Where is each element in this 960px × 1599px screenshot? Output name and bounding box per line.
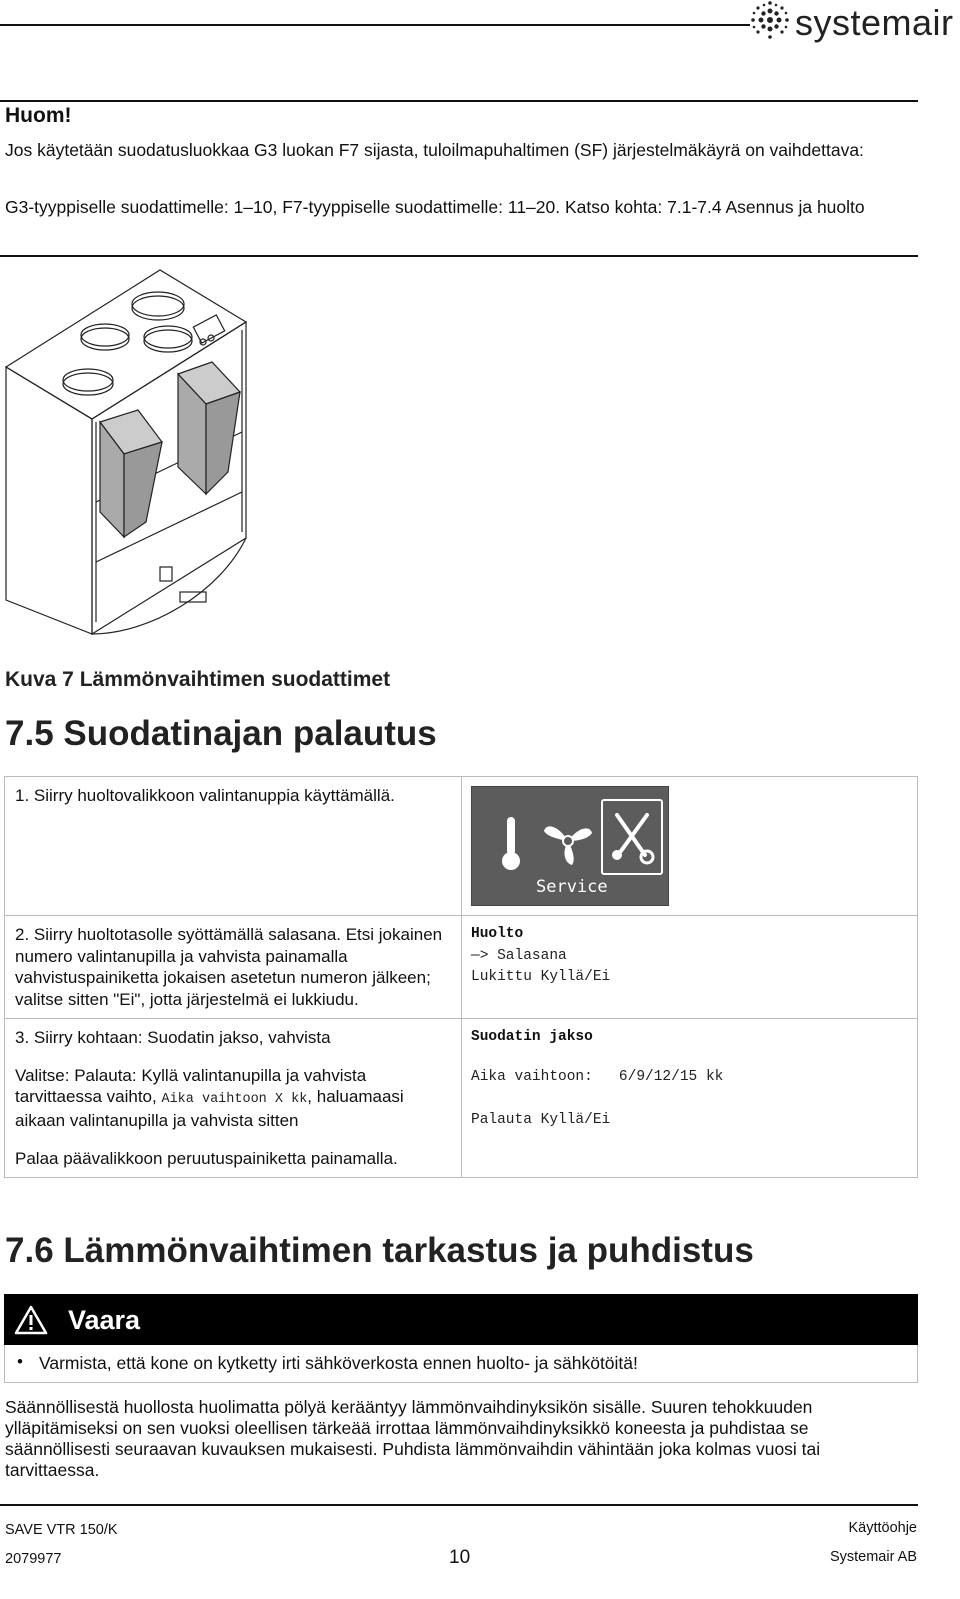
- systemair-logo-icon: [748, 0, 792, 40]
- footer-doc-number: 2079977: [5, 1551, 62, 1567]
- note-title: Huom!: [5, 104, 72, 127]
- step-1-text: 1. Siirry huoltovalikkoon valintanuppia käyttämällä.: [5, 777, 462, 916]
- note-line-1: Jos käytetään suodatusluokkaa G3 luokan F7 sijasta, tuloilmapuhaltimen (SF) järjestelmäkäyrä on vaihdettava:: [5, 140, 864, 160]
- bullet-icon: •: [17, 1352, 23, 1371]
- display-palauta: Palauta Kyllä/Ei: [471, 1111, 611, 1128]
- warning-title: Vaara: [68, 1305, 141, 1335]
- step-5-text: Palaa päävalikkoon peruutuspainiketta painamalla.: [5, 1140, 462, 1178]
- display-huolto: Huolto: [471, 926, 524, 942]
- warning-item: Varmista, että kone on kytketty irti sähköverkosta ennen huolto- ja sähkötöitä!: [39, 1353, 638, 1373]
- footer-model: SAVE VTR 150/K: [5, 1522, 118, 1538]
- step-4-text: [5, 1057, 462, 1140]
- brand-name: systemair: [795, 2, 954, 43]
- display-lukittu: Lukittu Kyllä/Ei: [471, 968, 611, 985]
- service-label: Service: [536, 877, 608, 897]
- service-tile-selected: [601, 799, 663, 875]
- display-suodatin-jakso: Suodatin jakso: [471, 1029, 593, 1045]
- warning-content: [4, 1345, 918, 1383]
- step-4-part-b: , haluamaasi aikaan valintanupilla ja vahvista sitten: [15, 1087, 404, 1130]
- wrench-screwdriver-icon: [603, 801, 661, 873]
- fan-icon: [538, 813, 598, 869]
- footer-company: Systemair AB: [829, 1549, 917, 1565]
- display-aika-vaihtoon: Aika vaihtoon: 6/9/12/15 kk: [471, 1068, 724, 1085]
- display-salasana: —> Salasana: [471, 947, 567, 964]
- warning-triangle-icon: [14, 1305, 48, 1335]
- page-number: 10: [449, 1547, 471, 1568]
- step-4-part-a: Valitse: Palauta: Kyllä valintanupilla ja vahvista tarvittaessa vaihto,: [15, 1065, 367, 1106]
- step-4-code: Aika vaihtoon X kk: [161, 1092, 308, 1107]
- section-7-5-title: 7.5 Suodatinajan palautus: [5, 714, 437, 753]
- step-3-text: 3. Siirry kohtaan: Suodatin jakso, vahvista: [5, 1019, 462, 1057]
- step-2-text: 2. Siirry huoltotasolle syöttämällä salasana. Etsi jokainen numero valintanupilla ja vahvista painamalla vahvistuspainiketta jokaisen asetetun numeron jälkeen; valitse sitten "Ei", jotta järjestelmä ei lukkiudu.: [5, 916, 462, 1019]
- service-menu-screen: [471, 786, 669, 906]
- footer-doc-type: Käyttöohje: [848, 1520, 917, 1536]
- heat-exchanger-filters-illustration: [0, 262, 250, 642]
- thermometer-icon: [498, 815, 524, 871]
- figure-caption: Kuva 7 Lämmönvaihtimen suodattimet: [5, 668, 391, 691]
- steps-table: [4, 776, 918, 1178]
- warning-banner: [4, 1294, 918, 1345]
- section-7-6-paragraph: Säännöllisestä huollosta huolimatta pölyä kerääntyy lämmönvaihdinyksikön sisälle. Suuren tehokkuuden ylläpitämiseksi on sen vuoksi oleellisen tärkeää irrottaa lämmönvaihdinyksikkö koneesta ja puhdistaa se säännöllisesti seuraavan kuvauksen mukaisesti. Puhdista lämmönvaihdin vähintään joka kolmas vuosi tai tarvittaessa.: [5, 1397, 821, 1480]
- note-line-2: G3-tyyppiselle suodattimelle: 1–10, F7-tyyppiselle suodattimelle: 11–20. Katso kohta: 7.1-7.4 Asennus ja huolto: [5, 197, 865, 217]
- section-7-6-title: 7.6 Lämmönvaihtimen tarkastus ja puhdistus: [5, 1231, 754, 1270]
